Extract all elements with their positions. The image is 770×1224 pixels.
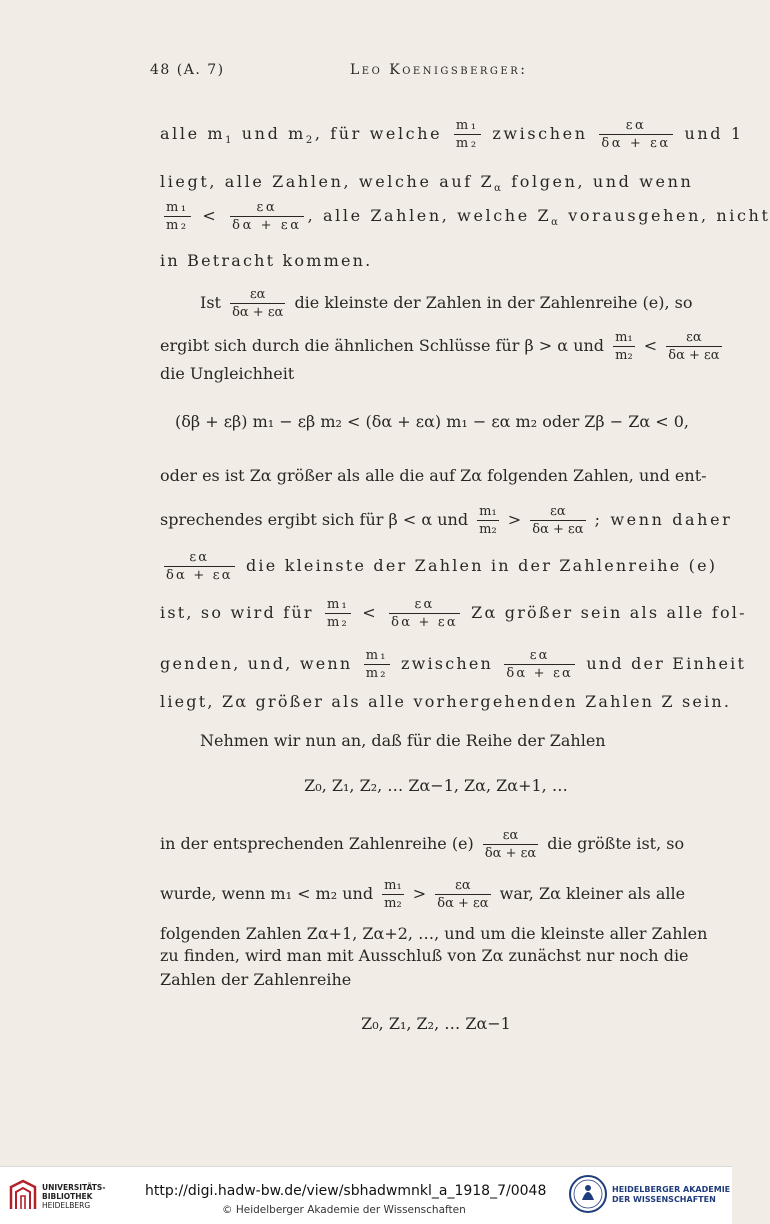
- fraction-eps-delta: $\frac{\varepsilon\alpha}{\delta\alpha + \varepsilon\alpha}$: [437, 878, 489, 911]
- text-line: liegt, Zα größer als alle vorhergehenden Zahlen Z sein.: [160, 692, 732, 711]
- fraction-m1-m2: $\frac{\text{m₁}}{\text{m₂}}$: [615, 330, 633, 363]
- text-line: $\frac{\text{m₁}}{\text{m₂}}$ < $\frac{\varepsilon\alpha}{\delta\alpha + \varepsilon\alpha}$ , alle Zahlen, welche $Z_\alpha$ vorausgehen, nicht: [166, 200, 770, 233]
- page-number: 48 (A. 7): [150, 62, 225, 78]
- text-line: wurde, wenn m₁ < m₂ und $\frac{\text{m₁}}{\text{m₂}}$ > $\frac{\varepsilon\alpha}{\delta\alpha + \varepsilon\alpha}$ war, Zα kleiner als alle: [160, 878, 686, 911]
- university-library-logo-icon: [8, 1179, 38, 1213]
- fraction-eps-delta: $\frac{\varepsilon\alpha}{\delta\alpha + \varepsilon\alpha}$: [506, 648, 574, 681]
- text-line: sprechendes ergibt sich für β < α und $\frac{\text{m₁}}{\text{m₂}}$ > $\frac{\varepsilon\alpha}{\delta\alpha + \varepsilon\alpha}$ ; wenn daher: [160, 504, 733, 537]
- text-line: liegt, alle Zahlen, welche auf $Z_\alpha$ folgen, und wenn: [160, 172, 694, 195]
- text-line: alle $m_1$ und $m_2$, für welche $\frac{\text{m₁}}{\text{m₂}}$ zwischen $\frac{\varepsilon\alpha}{\delta\alpha + \varepsilon\alpha}$ und 1: [160, 118, 744, 151]
- text-line: $\frac{\varepsilon\alpha}{\delta\alpha + \varepsilon\alpha}$ die kleinste der Zahlen in der Zahlenreihe (e): [166, 550, 718, 583]
- text-line: oder es ist Zα größer als alle die auf Zα folgenden Zahlen, und ent-: [160, 466, 707, 485]
- academy-name: HEIDELBERGER AKADEMIE DER WISSENSCHAFTEN: [612, 1185, 731, 1204]
- text-line: Nehmen wir nun an, daß für die Reihe der Zahlen: [200, 731, 606, 750]
- footer-bar: [0, 1166, 732, 1224]
- fraction-m1-m2: $\frac{\text{m₁}}{\text{m₂}}$: [365, 648, 388, 681]
- fraction-eps-delta: $\frac{\varepsilon\alpha}{\delta\alpha + \varepsilon\alpha}$: [601, 118, 671, 151]
- text-line: ist, so wird für $\frac{\text{m₁}}{\text{m₂}}$ < $\frac{\varepsilon\alpha}{\delta\alpha + \varepsilon\alpha}$ Zα größer sein als alle fol-: [160, 597, 747, 630]
- fraction-eps-delta: $\frac{\varepsilon\alpha}{\delta\alpha + \varepsilon\alpha}$: [484, 828, 537, 861]
- fraction-eps-delta: $\frac{\varepsilon\alpha}{\delta\alpha + \varepsilon\alpha}$: [166, 550, 233, 583]
- equation: Z₀, Z₁, Z₂, … Zα−1, Zα, Zα+1, …: [304, 776, 568, 795]
- source-url-link[interactable]: http://digi.hadw-bw.de/view/sbhadwmnkl_a_1918_7/0048: [145, 1183, 547, 1199]
- fraction-m1-m2: $\frac{\text{m₁}}{\text{m₂}}$: [166, 200, 189, 233]
- text-line: Zahlen der Zahlenreihe: [160, 970, 352, 989]
- text-line: Ist $\frac{\varepsilon\alpha}{\delta\alpha + \varepsilon\alpha}$ die kleinste der Zahlen in der Zahlenreihe (e), so: [200, 287, 693, 320]
- fraction-eps-delta: $\frac{\varepsilon\alpha}{\delta\alpha + \varepsilon\alpha}$: [232, 200, 302, 233]
- equation: Z₀, Z₁, Z₂, … Zα−1: [361, 1014, 511, 1033]
- fraction-eps-delta: $\frac{\varepsilon\alpha}{\delta\alpha + \varepsilon\alpha}$: [668, 330, 720, 363]
- fraction-eps-delta: $\frac{\varepsilon\alpha}{\delta\alpha + \varepsilon\alpha}$: [232, 287, 284, 320]
- text-line: zu finden, wird man mit Ausschluß von Zα zunächst nur noch die: [160, 946, 689, 965]
- text-line: ergibt sich durch die ähnlichen Schlüsse für β > α und $\frac{\text{m₁}}{\text{m₂}}$ < $\frac{\varepsilon\alpha}{\delta\alpha + \varepsilon\alpha}$: [160, 330, 720, 363]
- fraction-m1-m2: $\frac{\text{m₁}}{\text{m₂}}$: [384, 878, 402, 911]
- text-line: in der entsprechenden Zahlenreihe (e) $\frac{\varepsilon\alpha}{\delta\alpha + \varepsilon\alpha}$ die größte ist, so: [160, 828, 685, 861]
- text-line: folgenden Zahlen Zα+1, Zα+2, …, und um die kleinste aller Zahlen: [160, 924, 708, 943]
- fraction-m1-m2: $\frac{\text{m₁}}{\text{m₂}}$: [327, 597, 349, 630]
- fraction-eps-delta: $\frac{\varepsilon\alpha}{\delta\alpha + \varepsilon\alpha}$: [532, 504, 584, 537]
- equation: (δβ + εβ) m₁ − εβ m₂ < (δα + εα) m₁ − εα m₂ oder Zβ − Zα < 0,: [175, 412, 690, 431]
- fraction-m1-m2: $\frac{\text{m₁}}{\text{m₂}}$: [479, 504, 497, 537]
- fraction-m1-m2: $\frac{\text{m₁}}{\text{m₂}}$: [455, 118, 479, 151]
- text-line: die Ungleichheit: [160, 364, 295, 383]
- running-title: Leo Koenigsberger:: [350, 62, 528, 78]
- copyright-notice: © Heidelberger Akademie der Wissenschaften: [222, 1204, 466, 1216]
- academy-seal-icon: [568, 1174, 608, 1214]
- text-line: in Betracht kommen.: [160, 251, 373, 270]
- university-library-name: UNIVERSITÄTS- BIBLIOTHEK HEIDELBERG: [42, 1183, 106, 1210]
- text-line: genden, und, wenn $\frac{\text{m₁}}{\text{m₂}}$ zwischen $\frac{\varepsilon\alpha}{\delta\alpha + \varepsilon\alpha}$ und der Einheit: [160, 648, 747, 681]
- fraction-eps-delta: $\frac{\varepsilon\alpha}{\delta\alpha + \varepsilon\alpha}$: [391, 597, 458, 630]
